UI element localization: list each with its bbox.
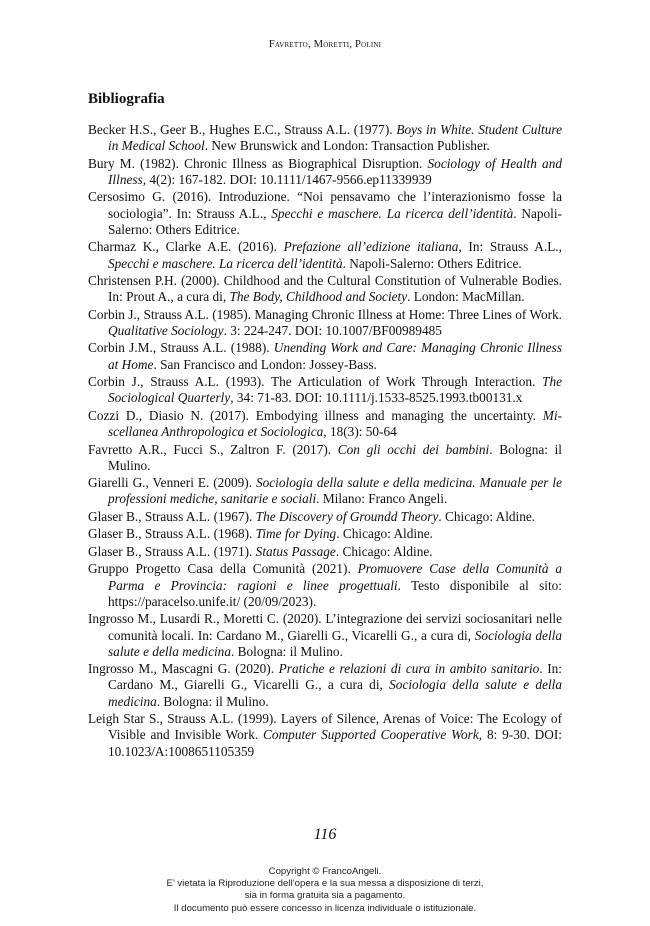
entry-text: Corbin J.M., Strauss A.L. (1988). <box>88 340 274 356</box>
bibliography-entry <box>88 374 562 406</box>
entry-text: 4(2): 167-182. DOI: 10.1111/1467-9566.ep11339939 <box>146 171 432 187</box>
entry-title-italic: Sociologia della salute e della medicina. Manuale per le professioni mediche, sanitarie e sociali <box>108 475 562 507</box>
entry-text: Corbin J., Strauss A.L. (1985). Managing Chronic Illness at Home: Three Lines of Work. <box>88 306 562 322</box>
entry-text: Favretto A.R., Fucci S., Zaltron F. (2017). <box>88 441 338 457</box>
copyright-line: sia in forma gratuita sia a pagamento. <box>244 890 406 902</box>
bibliography-entry <box>88 509 562 525</box>
entry-title-italic: Prefazione all’edizione italiana <box>283 239 459 255</box>
running-head: Favretto, Moretti, Polini <box>268 39 382 50</box>
entry-title-italic: Sociologia della salute e della medicina <box>108 627 562 659</box>
entry-text: Cersosimo G. (2016). Introduzione. “Noi pensavamo che l’interazionismo fosse la sociologia”. In: Strauss A.L., <box>88 189 562 221</box>
bibliography-entry <box>88 239 562 271</box>
copyright-line: Copyright © FrancoAngeli. <box>268 866 382 877</box>
bibliography-entry <box>88 122 562 154</box>
entry-text: . In: Cardano M., Giarelli G., Vicarelli G., a cura di, <box>108 661 563 693</box>
entry-text: . Testo disponibile al sito: https://paracelso.unife.it/ (20/09/2023). <box>108 577 562 609</box>
bibliography-entry <box>88 156 562 188</box>
entry-text: . 3: 224-247. DOI: 10.1007/BF00989485 <box>223 322 442 338</box>
bibliography-entry <box>88 340 562 372</box>
bibliography-entry <box>88 611 562 660</box>
entry-text: Christensen P.H. (2000). Childhood and the Cultural Constitution of Vulnerable Bodies. In: Prout A., a cura di, <box>88 273 562 305</box>
entry-title-italic: Status Passage <box>255 543 336 559</box>
entry-title-italic: Boys in White. Student Culture in Medical School <box>108 122 562 154</box>
copyright-notice <box>0 866 650 915</box>
entry-text: Becker H.S., Geer B., Hughes E.C., Strauss A.L. (1977). <box>88 122 397 137</box>
entry-text: Leigh Star S., Strauss A.L. (1999). Layers of Silence, Arenas of Voice: The Ecology of Visible and Invisible Work. <box>88 711 562 743</box>
entry-text: , In: Strauss A.L., <box>458 239 562 255</box>
bibliography-entry <box>88 442 562 474</box>
entry-title-italic: Pratiche e relazioni di cura in ambito sanitario <box>278 661 540 677</box>
entry-title-italic: Sociologia della salute e della medicina <box>108 677 562 709</box>
page-number: 116 <box>313 826 337 843</box>
entry-text: . Bologna: il Mulino. <box>230 643 343 659</box>
entry-title-italic: Time for Dying <box>255 526 337 542</box>
bibliography-entry <box>88 475 562 507</box>
entry-text: Cozzi D., Diasio N. (2017). Embodying illness and managing the uncertainty. <box>88 407 543 423</box>
entry-text: . London: MacMillan. <box>407 289 525 305</box>
entry-text: . Chicago: Aldine. <box>335 543 433 559</box>
entry-text: Charmaz K., Clarke A.E. (2016). <box>88 239 284 255</box>
bibliography-entry <box>88 273 562 305</box>
entry-text: . Napoli-Salerno: Others Editrice. <box>108 205 562 237</box>
bibliography-entry <box>88 561 562 610</box>
entry-text: Ingrosso M., Mascagni G. (2020). <box>88 661 279 677</box>
entry-text: Giarelli G., Venneri E. (2009). <box>88 475 256 491</box>
bibliography-entry <box>88 526 562 542</box>
entry-title-italic: The Sociological Quarterly <box>108 374 562 406</box>
entry-text: , 8: 9-30. DOI: 10.1023/A:1008651105359 <box>108 727 563 759</box>
bibliography-list <box>88 122 562 761</box>
entry-title-italic: Con gli occhi dei bambini <box>337 441 490 457</box>
entry-text: . New Brunswick and London: Transaction Publisher. <box>204 138 490 154</box>
entry-text: Corbin J., Strauss A.L. (1993). The Articulation of Work Through Interaction. <box>88 374 543 390</box>
entry-text: , 34: 71-83. DOI: 10.1111/j.1533-8525.1993.tb00131.x <box>230 390 523 406</box>
entry-text: . Bologna: il Mulino. <box>156 693 269 709</box>
entry-text: . Chicago: Aldine. <box>438 508 536 524</box>
entry-text: . Bologna: il Mulino. <box>108 441 562 473</box>
entry-title-italic: Unending Work and Care: Managing Chronic Illness at Home <box>108 340 562 372</box>
entry-title-italic: Miscellanea Anthropologica et Sociologica <box>108 407 562 440</box>
entry-text: . Chicago: Aldine. <box>336 526 433 542</box>
entry-text: . San Francisco and London: Jossey-Bass. <box>153 356 377 372</box>
bibliography-entry <box>88 189 562 238</box>
bibliography-entry <box>88 544 562 560</box>
section-title: Bibliografia <box>88 91 165 107</box>
entry-title-italic: The Discovery of Groundd Theory <box>255 508 439 524</box>
entry-text: , 18(3): 50-64 <box>323 424 397 440</box>
bibliography-entry <box>88 307 562 339</box>
entry-text: Ingrosso M., Lusardi R., Moretti C. (2020). L’integrazione dei servizi sociosanitari nelle comunità locali. In: Cardano M., Giarelli G., Vicarelli G., a cura di, <box>88 611 562 643</box>
entry-text: Glaser B., Strauss A.L. (1971). <box>88 543 256 559</box>
entry-text: Glaser B., Strauss A.L. (1968). <box>88 526 256 542</box>
bibliography-entry <box>88 408 562 440</box>
bibliography-entry <box>88 711 562 760</box>
entry-text: Gruppo Progetto Casa della Comunità (2021). <box>88 561 358 577</box>
entry-title-italic: Sociology of Health and Illness, <box>108 155 563 187</box>
entry-title-italic: Specchi e maschere. La ricerca dell’identità <box>108 255 343 271</box>
copyright-line: Il documento può essere concesso in licenza individuale o istituzionale. <box>173 902 477 914</box>
entry-text: . Milano: Franco Angeli. <box>316 491 448 507</box>
entry-text: . Napoli-Salerno: Others Editrice. <box>342 255 522 271</box>
entry-title-italic: Qualitative Sociology <box>108 322 224 338</box>
copyright-line: E’ vietata la Riproduzione dell’opera e la sua messa a disposizione di terzi, <box>166 878 484 890</box>
entry-title-italic: The Body, Childhood and Society <box>229 289 408 305</box>
entry-title-italic: Specchi e maschere. La ricerca dell’identità <box>271 205 514 221</box>
entry-title-italic: Computer Supported Cooperative Work <box>263 727 479 743</box>
entry-text: Bury M. (1982). Chronic Illness as Biographical Disruption. <box>88 155 428 171</box>
entry-title-italic: Promuovere Case della Comunità a Parma e Provincia: ragioni e linee progettuali <box>108 561 562 593</box>
entry-text: Glaser B., Strauss A.L. (1967). <box>88 508 256 524</box>
bibliography-entry <box>88 661 562 710</box>
